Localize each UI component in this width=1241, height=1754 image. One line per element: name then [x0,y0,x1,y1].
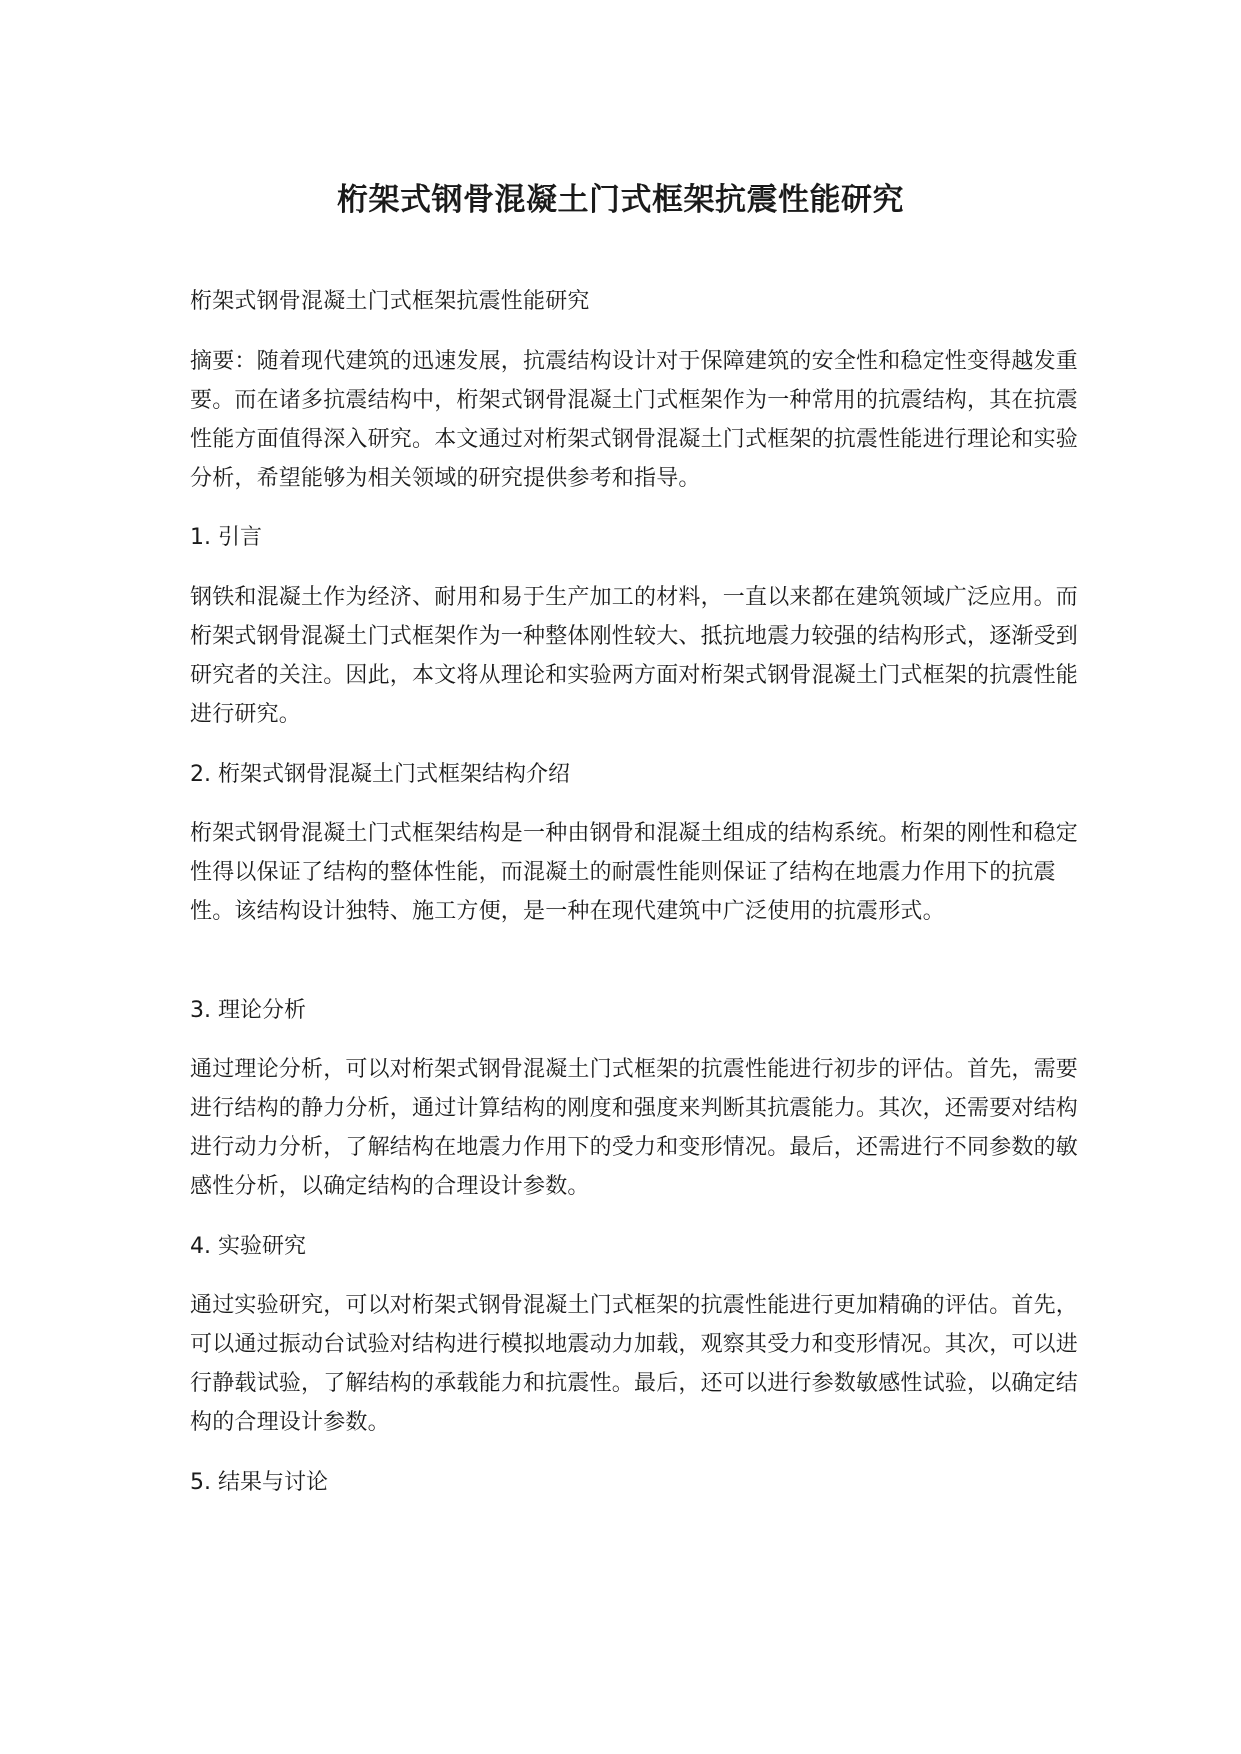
section-heading-structure: 2. 桁架式钢骨混凝土门式框架结构介绍 [190,762,570,787]
section-heading-theory: 3. 理论分析 [190,998,306,1023]
section-paragraph-structure: 桁架式钢骨混凝土门式框架结构是一种由钢骨和混凝土组成的结构系统。桁架的刚性和稳定性得以保证了结构的整体性能，而混凝土的耐震性能则保证了结构在地震力作用下的抗震性。该结构设计独特、施工方便，是一种在现代建筑中广泛使用的抗震形式。 [190,821,1079,924]
section-heading-results: 5. 结果与讨论 [190,1470,328,1495]
document-subtitle: 桁架式钢骨混凝土门式框架抗震性能研究 [190,289,590,314]
section-heading-introduction: 1. 引言 [190,525,262,550]
document-title: 桁架式钢骨混凝土门式框架抗震性能研究 [337,182,904,218]
section-paragraph-introduction: 钢铁和混凝土作为经济、耐用和易于生产加工的材料，一直以来都在建筑领域广泛应用。而桁架式钢骨混凝土门式框架作为一种整体刚性较大、抵抗地震力较强的结构形式，逐渐受到研究者的关注。因此，本文将从理论和实验两方面对桁架式钢骨混凝土门式框架的抗震性能进行研究。 [190,585,1079,727]
section-paragraph-theory: 通过理论分析，可以对桁架式钢骨混凝土门式框架的抗震性能进行初步的评估。首先，需要进行结构的静力分析，通过计算结构的刚度和强度来判断其抗震能力。其次，还需要对结构进行动力分析，了解结构在地震力作用下的受力和变形情况。最后，还需进行不同参数的敏感性分析，以确定结构的合理设计参数。 [190,1057,1079,1199]
abstract-paragraph: 摘要：随着现代建筑的迅速发展，抗震结构设计对于保障建筑的安全性和稳定性变得越发重要。而在诸多抗震结构中，桁架式钢骨混凝土门式框架作为一种常用的抗震结构，其在抗震性能方面值得深入研究。本文通过对桁架式钢骨混凝土门式框架的抗震性能进行理论和实验分析，希望能够为相关领域的研究提供参考和指导。 [190,349,1079,491]
section-heading-experiment: 4. 实验研究 [190,1234,306,1259]
section-paragraph-experiment: 通过实验研究，可以对桁架式钢骨混凝土门式框架的抗震性能进行更加精确的评估。首先，可以通过振动台试验对结构进行模拟地震动力加载，观察其受力和变形情况。其次，可以进行静载试验，了解结构的承载能力和抗震性。最后，还可以进行参数敏感性试验，以确定结构的合理设计参数。 [190,1293,1079,1435]
